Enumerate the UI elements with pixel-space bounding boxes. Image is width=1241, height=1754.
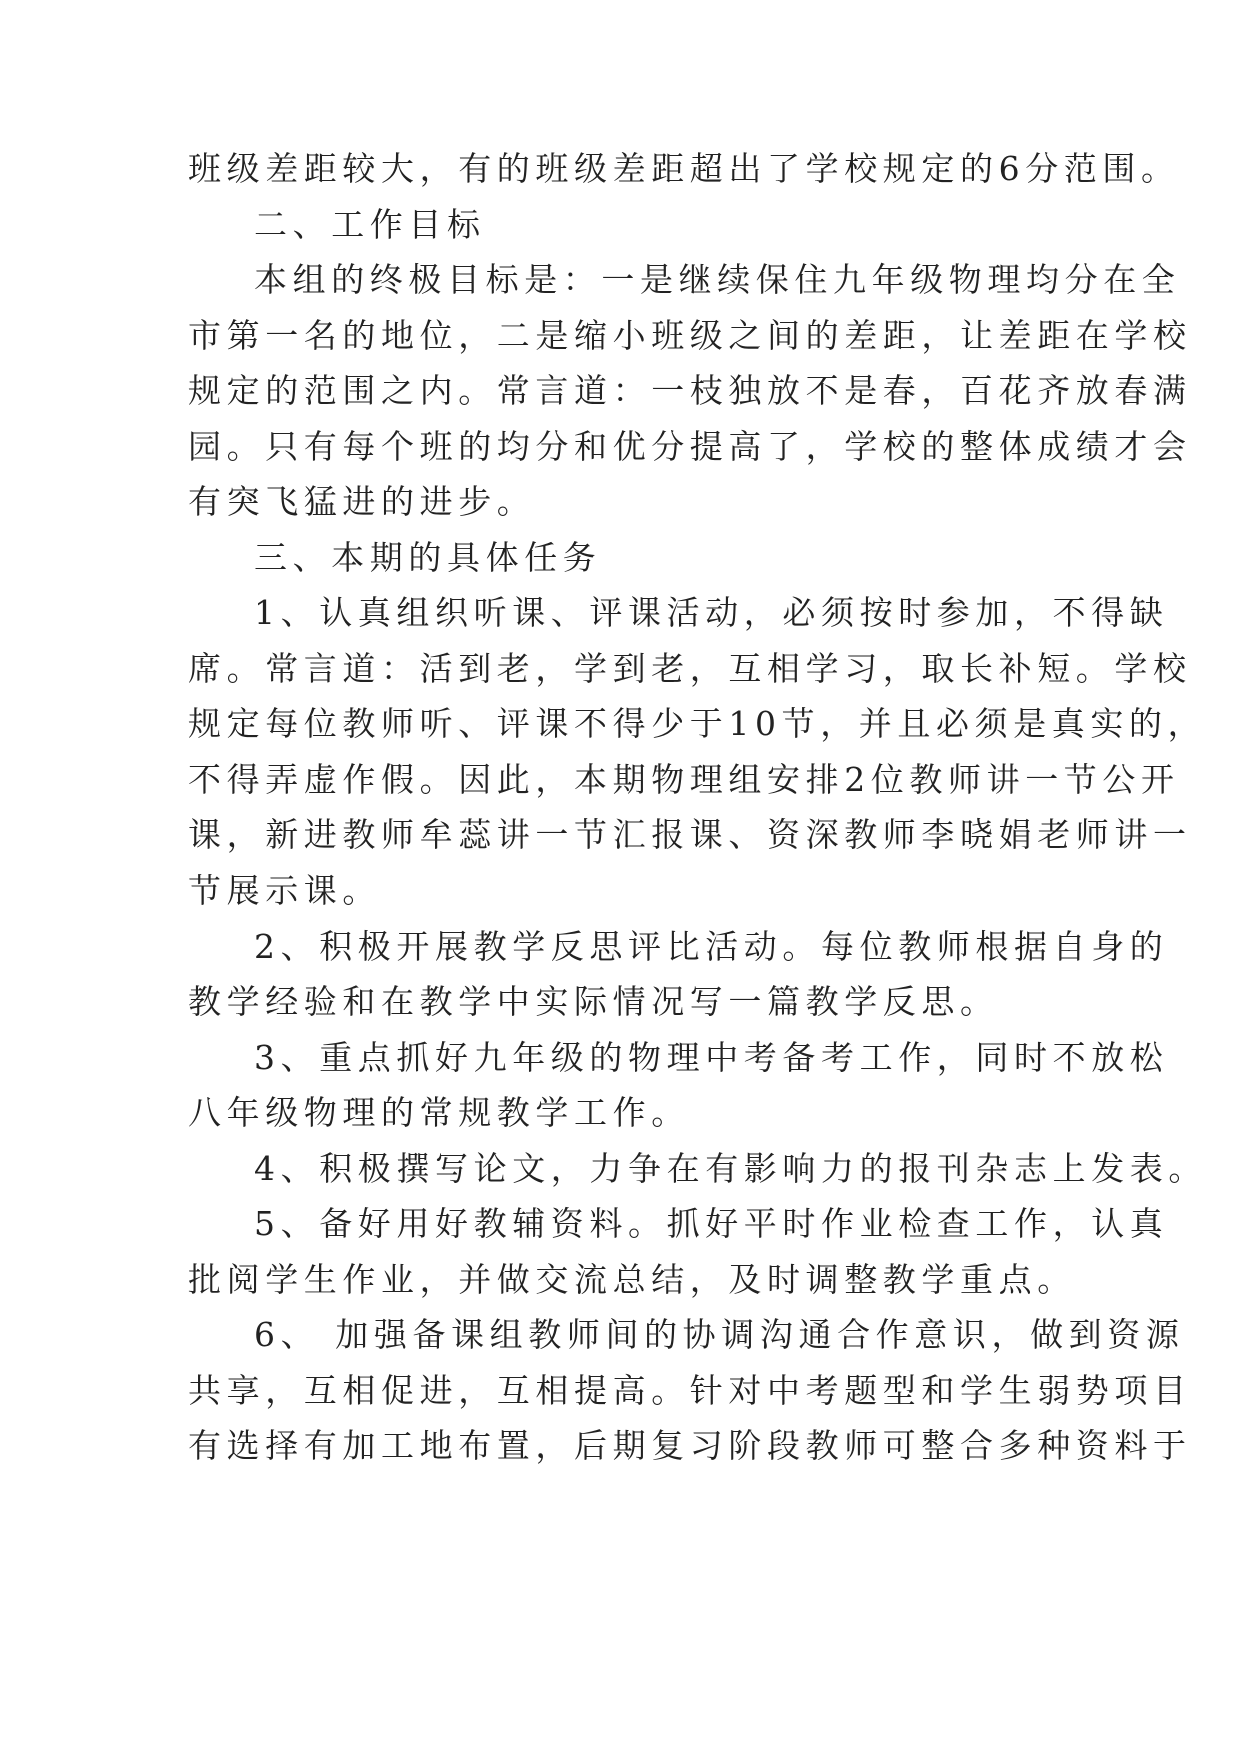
paragraph-line: 八年级物理的常规教学工作。 (188, 1093, 690, 1132)
paragraph-line: 本组的终极目标是：一是继续保住九年级物理均分在全 (254, 260, 1181, 299)
paragraph-line: 市第一名的地位，二是缩小班级之间的差距，让差距在学校 (188, 316, 1192, 355)
paragraph-line: 课，新进教师牟蕊讲一节汇报课、资深教师李晓娟老师讲一 (188, 815, 1192, 854)
paragraph-line: 节展示课。 (188, 871, 381, 910)
paragraph-line: 班级差距较大，有的班级差距超出了学校规定的6分范围。 (188, 149, 1180, 188)
paragraph-line: 批阅学生作业，并做交流总结，及时调整教学重点。 (188, 1260, 1076, 1299)
paragraph-line: 6、 加强备课组教师间的协调沟通合作意识，做到资源 (254, 1315, 1185, 1354)
paragraph-line: 5、备好用好教辅资料。抓好平时作业检查工作，认真 (254, 1204, 1169, 1243)
paragraph-line: 有选择有加工地布置，后期复习阶段教师可整合多种资料于 (188, 1426, 1192, 1465)
paragraph-line: 2、积极开展教学反思评比活动。每位教师根据自身的 (254, 927, 1169, 966)
paragraph-line: 教学经验和在教学中实际情况写一篇教学反思。 (188, 982, 999, 1021)
section-heading-tasks: 三、本期的具体任务 (254, 538, 602, 577)
paragraph-line: 不得弄虚作假。因此，本期物理组安排2位教师讲一节公开 (188, 760, 1180, 799)
paragraph-line: 有突飞猛进的进步。 (188, 482, 536, 521)
paragraph-line: 共享，互相促进，互相提高。针对中考题型和学生弱势项目 (188, 1371, 1192, 1410)
paragraph-line: 规定每位教师听、评课不得少于10节，并且必须是真实的， (188, 704, 1207, 743)
paragraph-line: 园。只有每个班的均分和优分提高了，学校的整体成绩才会 (188, 427, 1192, 466)
paragraph-line: 3、重点抓好九年级的物理中考备考工作，同时不放松 (254, 1038, 1169, 1077)
paragraph-line: 1、认真组织听课、评课活动，必须按时参加，不得缺 (254, 593, 1169, 632)
paragraph-line: 席。常言道：活到老，学到老，互相学习，取长补短。学校 (188, 649, 1192, 688)
paragraph-line: 4、积极撰写论文，力争在有影响力的报刊杂志上发表。 (254, 1149, 1207, 1188)
paragraph-line: 规定的范围之内。常言道：一枝独放不是春，百花齐放春满 (188, 371, 1192, 410)
section-heading-goals: 二、工作目标 (254, 205, 486, 244)
